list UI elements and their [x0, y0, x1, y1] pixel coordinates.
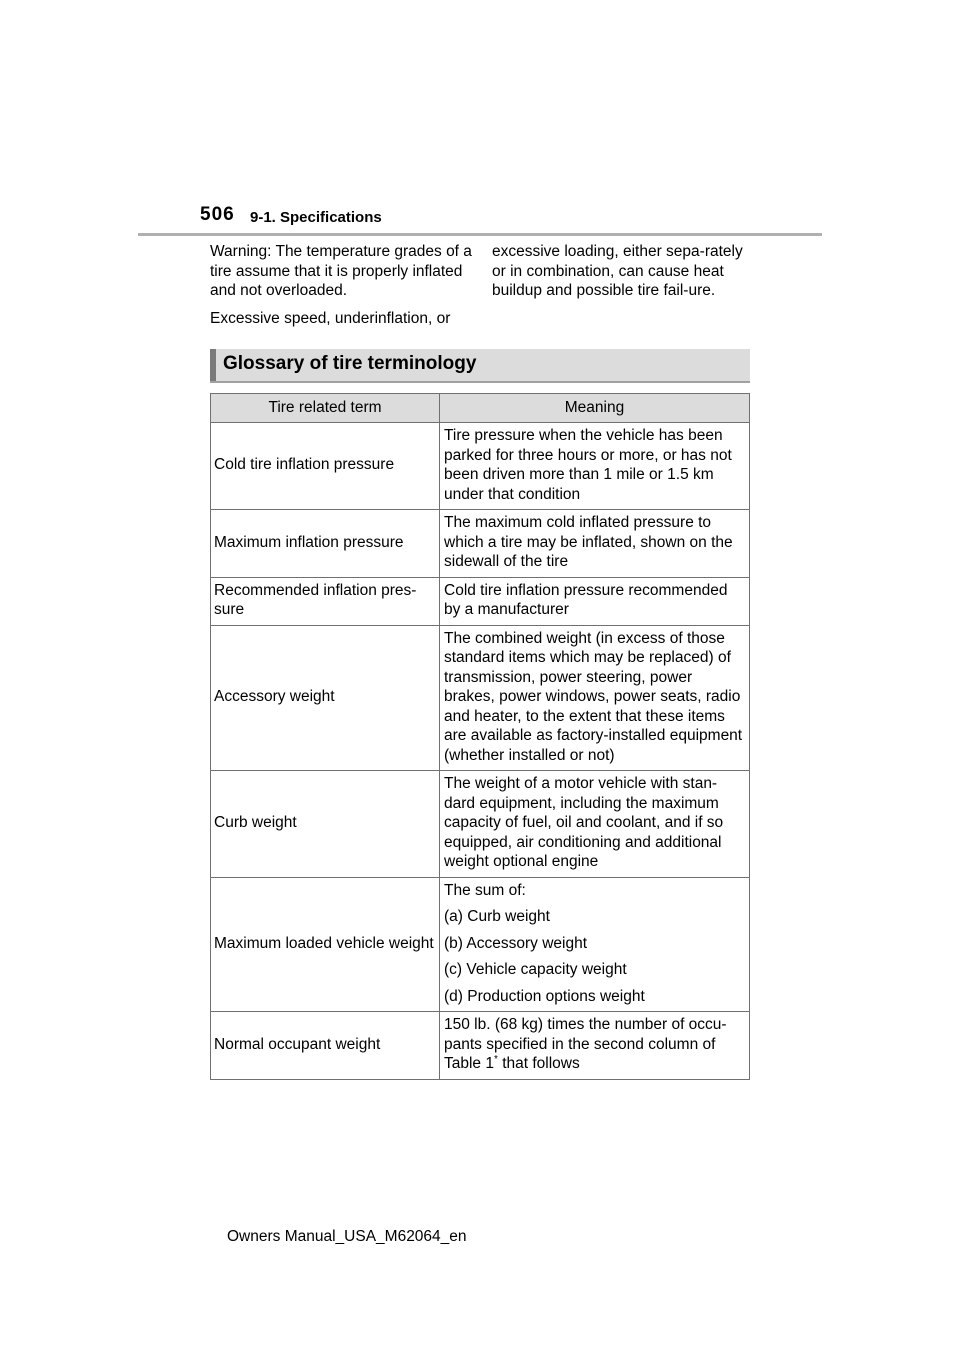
glossary-table: [210, 393, 750, 1080]
meaning-text: 150 lb. (68 kg) times the number of occu-pants specified in the second column of Table 1: [444, 1016, 727, 1072]
meaning-cell: The maximum cold inflated pressure to which a tire may be inflated, shown on the sidewall of the tire: [440, 510, 750, 578]
table-header-row: [211, 394, 750, 423]
intro-right-column: [492, 242, 754, 309]
page-footer: Owners Manual_USA_M62064_en: [227, 1228, 467, 1245]
meaning-cell: Cold tire inflation pressure recommended by a manufacturer: [440, 577, 750, 625]
meaning-cell: [440, 877, 750, 1012]
table-row: [211, 877, 750, 1012]
meaning-line: (a) Curb weight: [444, 908, 550, 925]
term-cell: Maximum inflation pressure: [211, 510, 440, 578]
meaning-cell: Tire pressure when the vehicle has been parked for three hours or more, or has not been driven more than 1 mile or 1.5 km under that condition: [440, 423, 750, 510]
term-cell: Normal occupant weight: [211, 1012, 440, 1080]
term-cell: Maximum loaded vehicle weight: [211, 877, 440, 1012]
meaning-line: The sum of:: [444, 881, 526, 899]
header-divider: [138, 233, 822, 236]
column-header-meaning: Meaning: [440, 394, 750, 423]
table-row: [211, 771, 750, 878]
meaning-text-tail: that follows: [497, 1055, 580, 1072]
heading-accent-bar: [210, 349, 216, 381]
warning-paragraph: Warning: The temperature grades of a tire assume that it is properly inflated and not overloaded.: [210, 243, 472, 299]
meaning-cell: [440, 1012, 750, 1080]
term-cell: Cold tire inflation pressure: [211, 423, 440, 510]
meaning-cell: The combined weight (in excess of those standard items which may be replaced) of transmission, power steering, power brakes, power windows, power seats, radio and heater, to the extent that these items are available as factory-installed equipment (whether installed or not): [440, 625, 750, 771]
table-row: [211, 625, 750, 771]
excessive-speed-paragraph: Excessive speed, underinflation, or: [210, 309, 451, 327]
excessive-loading-paragraph: excessive loading, either sepa-rately or in combination, can cause heat buildup and possible tire fail-ure.: [492, 243, 743, 299]
intro-left-column: [210, 242, 472, 336]
table-row: [211, 423, 750, 510]
meaning-line: (d) Production options weight: [444, 987, 645, 1005]
meaning-line: (c) Vehicle capacity weight: [444, 961, 627, 978]
section-title: 9-1. Specifications: [250, 209, 382, 226]
glossary-heading: [210, 349, 750, 383]
column-header-term: Tire related term: [211, 394, 440, 423]
table-row: [211, 577, 750, 625]
table-row: [211, 1012, 750, 1080]
page-number: 506: [200, 204, 235, 225]
meaning-line: (b) Accessory weight: [444, 934, 587, 952]
footnote-marker: *: [493, 1053, 498, 1065]
table-row: [211, 510, 750, 578]
page-header: [200, 200, 820, 230]
term-cell: Curb weight: [211, 771, 440, 878]
term-cell: Recommended inflation pres-sure: [211, 577, 440, 625]
term-cell: Accessory weight: [211, 625, 440, 771]
glossary-title: Glossary of tire terminology: [223, 353, 477, 374]
meaning-cell: The weight of a motor vehicle with stan-dard equipment, including the maximum capacity of fuel, oil and coolant, and if so equipped, air conditioning and additional weight optional engine: [440, 771, 750, 878]
